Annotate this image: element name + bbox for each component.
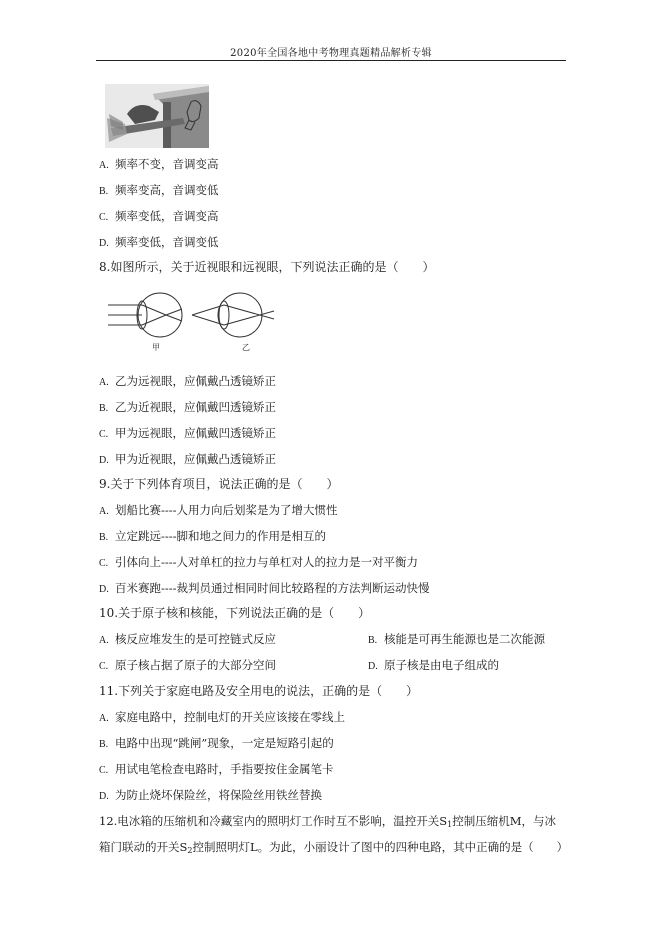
q10-option-b: B. 核能是可再生能源也是二次能源	[368, 632, 545, 646]
q9-stem: 9.关于下列体育项目，说法正确的是（ ）	[99, 477, 339, 491]
q9-option-c: C. 引体向上----人对单杠的拉力与单杠对人的拉力是一对平衡力	[99, 555, 419, 569]
q10-option-d: D. 原子核是由电子组成的	[368, 658, 499, 672]
q11-option-b: B. 电路中出现“跳闸”现象，一定是短路引起的	[99, 736, 334, 750]
q7-option-c: C. 频率变低，音调变高	[99, 209, 219, 223]
q7-option-d: D. 频率变低，音调变低	[99, 235, 219, 249]
fig-label-yi: 乙	[242, 343, 250, 352]
q10-stem: 10.关于原子核和核能，下列说法正确的是（ ）	[99, 606, 371, 620]
header-rule	[96, 60, 566, 61]
q12-stem-line1: 12.电冰箱的压缩机和冷藏室内的照明灯工作时互不影响，温控开关$S_1$控制压缩机M，与冰	[99, 814, 557, 829]
eye-jia	[108, 293, 182, 337]
q7-option-a: A. 频率不变，音调变高	[99, 157, 219, 171]
q11-option-c: C. 用试电笔检查电路时，手指要按住金属笔卡	[99, 762, 334, 776]
q11-option-a: A. 家庭电路中，控制电灯的开关应该接在零线上	[99, 710, 345, 724]
eye-yi	[192, 293, 274, 337]
q8-option-a: A. 乙为远视眼，应佩戴凸透镜矫正	[99, 374, 276, 388]
q9-option-b: B. 立定跳远----脚和地之间力的作用是相互的	[99, 529, 327, 543]
q8-option-c: C. 甲为远视眼，应佩戴凹透镜矫正	[99, 426, 276, 440]
page-header: 2020年全国各地中考物理真题精品解析专辑	[230, 48, 432, 59]
q12-stem-line2: 箱门联动的开关$S_2$控制照明灯L。为此，小丽设计了图中的四种电路，其中正确的是（ ）	[99, 840, 569, 855]
q8-stem: 8.如图所示，关于近视眼和远视眼，下列说法正确的是（ ）	[99, 260, 435, 274]
q9-option-d: D. 百米赛跑----裁判员通过相同时间比较路程的方法判断运动快慢	[99, 581, 430, 595]
q8-option-d: D. 甲为近视眼，应佩戴凸透镜矫正	[99, 452, 276, 466]
q9-option-a: A. 划船比赛----人用力向后划桨是为了增大惯性	[99, 503, 338, 517]
q10-option-a: A. 核反应堆发生的是可控链式反应	[99, 632, 276, 646]
q8-option-b: B. 乙为近视眼，应佩戴凹透镜矫正	[99, 400, 276, 414]
eye-diagram-figure	[108, 285, 278, 355]
q10-option-c: C. 原子核占据了原子的大部分空间	[99, 658, 276, 672]
fig-label-jia: 甲	[152, 343, 160, 352]
q11-option-d: D. 为防止烧坏保险丝，将保险丝用铁丝替换	[99, 788, 322, 802]
q11-stem: 11.下列关于家庭电路及安全用电的说法，正确的是（ ）	[99, 684, 419, 698]
q7-option-b: B. 频率变高，音调变低	[99, 183, 219, 197]
ruler-table-figure	[105, 84, 209, 148]
